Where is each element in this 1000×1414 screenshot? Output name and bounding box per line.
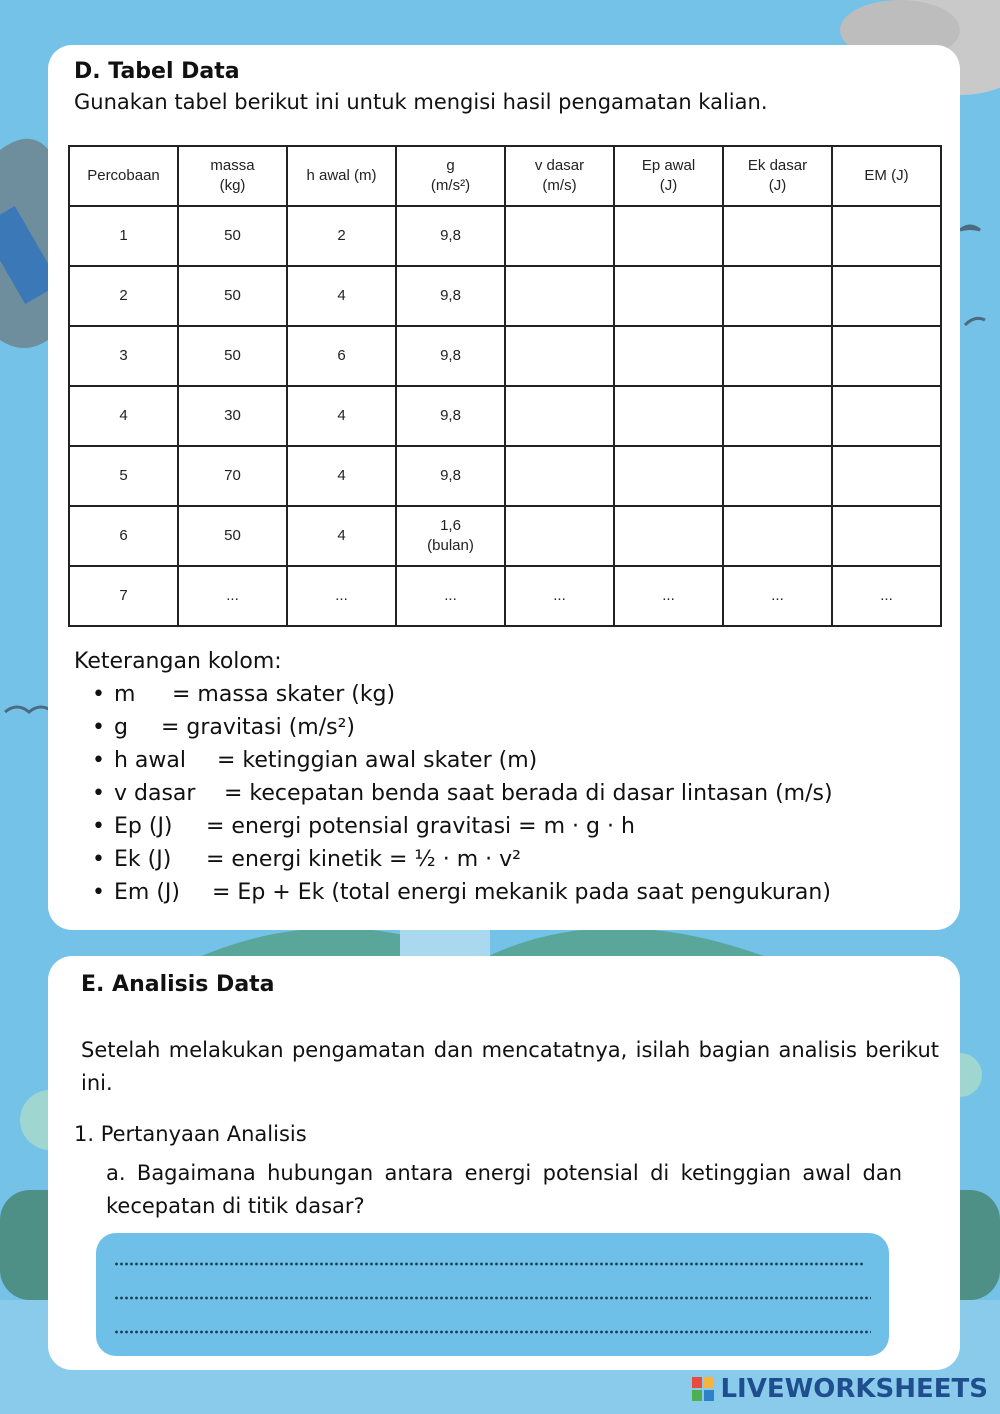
input-cell[interactable] <box>832 386 941 446</box>
table-cell <box>396 266 505 326</box>
table-cell <box>287 326 396 386</box>
legend-definition: = kecepatan benda saat berada di dasar lintasan (m/s) <box>224 781 833 806</box>
cell-text: 50 <box>224 347 241 364</box>
column-header-text: g <box>446 157 455 174</box>
table-cell <box>287 386 396 446</box>
legend-item <box>114 843 833 876</box>
input-cell[interactable] <box>723 326 832 386</box>
cell-text: 5 <box>119 467 128 484</box>
table-cell <box>396 386 505 446</box>
column-header-text: Ep awal <box>641 157 696 174</box>
answer-line-1 <box>114 1262 865 1266</box>
liveworksheets-icon <box>692 1377 714 1401</box>
cell-text: 4 <box>337 287 346 304</box>
legend-definition: = energi potensial gravitasi = m · g · h <box>206 814 635 839</box>
column-header <box>723 146 832 206</box>
column-header <box>614 146 723 206</box>
table-row <box>69 266 941 326</box>
input-cell[interactable] <box>614 326 723 386</box>
table-cell <box>69 566 178 626</box>
table-cell <box>178 326 287 386</box>
legend-item <box>114 744 833 777</box>
observation-table <box>68 145 942 627</box>
cell-text: ... <box>444 587 457 604</box>
cell-text: 50 <box>224 227 241 244</box>
input-cell[interactable] <box>832 446 941 506</box>
cell-text: 9,8 <box>440 347 461 364</box>
cell-text: 50 <box>224 527 241 544</box>
cell-text: ... <box>335 587 348 604</box>
cell-text: 6 <box>119 527 128 544</box>
legend-term: v dasar <box>114 781 196 806</box>
table-cell <box>287 506 396 566</box>
cell-text: 9,8 <box>440 227 461 244</box>
table-cell <box>614 566 723 626</box>
cell-text: 9,8 <box>440 287 461 304</box>
question-group-label: 1. Pertanyaan Analisis <box>74 1122 307 1146</box>
cell-text: 3 <box>119 347 128 364</box>
legend-term: g <box>114 715 128 740</box>
cell-text: ... <box>553 587 566 604</box>
cell-text: 4 <box>119 407 128 424</box>
table-cell <box>287 266 396 326</box>
cell-text: (bulan) <box>427 537 474 554</box>
cell-text: 1,6 <box>440 517 461 534</box>
section-d-title: D. Tabel Data <box>74 59 240 84</box>
legend-title: Keterangan kolom: <box>74 649 282 674</box>
table-cell <box>396 326 505 386</box>
table-cell <box>396 446 505 506</box>
cell-text: 2 <box>337 227 346 244</box>
input-cell[interactable] <box>614 206 723 266</box>
table-cell <box>69 326 178 386</box>
legend-term: m <box>114 682 136 707</box>
legend-definition: = energi kinetik = ½ · m · v² <box>206 847 521 872</box>
cell-text: 70 <box>224 467 241 484</box>
legend-definition: = Ep + Ek (total energi mekanik pada saat pengukuran) <box>212 880 831 905</box>
cell-text: ... <box>226 587 239 604</box>
input-cell[interactable] <box>505 386 614 446</box>
table-cell <box>178 506 287 566</box>
table-cell <box>178 566 287 626</box>
legend-term: Ek (J) <box>114 847 172 872</box>
table-cell <box>396 566 505 626</box>
cell-text: 4 <box>337 407 346 424</box>
legend-definition: = ketinggian awal skater (m) <box>217 748 538 773</box>
input-cell[interactable] <box>723 506 832 566</box>
column-header <box>178 146 287 206</box>
table-row <box>69 446 941 506</box>
table-cell <box>723 566 832 626</box>
input-cell[interactable] <box>832 266 941 326</box>
table-cell <box>69 446 178 506</box>
table-cell <box>69 386 178 446</box>
input-cell[interactable] <box>614 386 723 446</box>
table-cell <box>287 566 396 626</box>
legend-term: h awal <box>114 748 187 773</box>
question-a: a. Bagaimana hubungan antara energi potensial di ketinggian awal dan kecepatan di titik dasar? <box>106 1161 902 1218</box>
table-cell <box>287 446 396 506</box>
column-header-text: (m/s²) <box>430 177 471 194</box>
input-cell[interactable] <box>723 386 832 446</box>
column-legend <box>74 645 833 909</box>
input-cell[interactable] <box>832 206 941 266</box>
legend-list <box>74 678 833 909</box>
column-header-text: Percobaan <box>87 167 160 184</box>
input-cell[interactable] <box>614 266 723 326</box>
table-row <box>69 386 941 446</box>
input-cell[interactable] <box>614 506 723 566</box>
table-row <box>69 206 941 266</box>
section-d-intro: Gunakan tabel berikut ini untuk mengisi hasil pengamatan kalian. <box>74 90 768 114</box>
table-row <box>69 506 941 566</box>
table-cell <box>396 506 505 566</box>
cell-text: 9,8 <box>440 467 461 484</box>
liveworksheets-logo[interactable] <box>692 1372 988 1406</box>
table-row <box>69 566 941 626</box>
table-cell <box>287 206 396 266</box>
table-cell <box>178 386 287 446</box>
column-header-text: (J) <box>659 177 678 194</box>
column-header-text: Ek dasar <box>747 157 808 174</box>
answer-field[interactable] <box>96 1233 889 1356</box>
column-header-text: (kg) <box>219 177 246 194</box>
cell-text: 30 <box>224 407 241 424</box>
column-header-text: EM (J) <box>864 167 909 184</box>
table-cell <box>396 206 505 266</box>
table-cell <box>69 506 178 566</box>
column-header <box>832 146 941 206</box>
table-cell <box>178 266 287 326</box>
input-cell[interactable] <box>723 446 832 506</box>
table-row <box>69 326 941 386</box>
input-cell[interactable] <box>505 506 614 566</box>
table-cell <box>505 566 614 626</box>
cell-text: 7 <box>119 587 128 604</box>
column-header <box>287 146 396 206</box>
cell-text: ... <box>880 587 893 604</box>
brand-name: LIVEWORKSHEETS <box>720 1374 988 1404</box>
cell-text: 9,8 <box>440 407 461 424</box>
legend-definition: = massa skater (kg) <box>172 682 396 707</box>
legend-item <box>114 711 833 744</box>
table-cell <box>69 266 178 326</box>
column-header-text: h awal (m) <box>306 167 377 184</box>
legend-item <box>114 810 833 843</box>
input-cell[interactable] <box>505 206 614 266</box>
input-cell[interactable] <box>614 446 723 506</box>
cell-text: 4 <box>337 527 346 544</box>
column-header-text: massa <box>210 157 255 174</box>
input-cell[interactable] <box>832 326 941 386</box>
answer-line-2 <box>114 1296 871 1300</box>
section-e-title: E. Analisis Data <box>81 972 275 997</box>
cell-text: 1 <box>119 227 128 244</box>
cell-text: 50 <box>224 287 241 304</box>
column-header <box>505 146 614 206</box>
answer-line-3 <box>114 1330 871 1334</box>
legend-term: Ep (J) <box>114 814 173 839</box>
cell-text: 2 <box>119 287 128 304</box>
section-e-intro: Setelah melakukan pengamatan dan mencatatnya, isilah bagian analisis berikut ini. <box>81 1038 939 1095</box>
column-header-text: (m/s) <box>542 177 577 194</box>
cell-text: ... <box>662 587 675 604</box>
column-header-text: (J) <box>768 177 787 194</box>
cell-text: 4 <box>337 467 346 484</box>
input-cell[interactable] <box>832 506 941 566</box>
legend-item <box>114 876 833 909</box>
table-cell <box>69 206 178 266</box>
cell-text: 6 <box>337 347 346 364</box>
legend-item <box>114 678 833 711</box>
column-header <box>69 146 178 206</box>
input-cell[interactable] <box>505 326 614 386</box>
table-cell <box>178 206 287 266</box>
data-table-card <box>48 45 960 930</box>
input-cell[interactable] <box>723 266 832 326</box>
table-cell <box>178 446 287 506</box>
legend-term: Em (J) <box>114 880 180 905</box>
analysis-card <box>48 956 960 1370</box>
input-cell[interactable] <box>505 266 614 326</box>
input-cell[interactable] <box>723 206 832 266</box>
legend-definition: = gravitasi (m/s²) <box>161 715 356 740</box>
table-cell <box>832 566 941 626</box>
column-header-text: v dasar <box>534 157 585 174</box>
legend-item <box>114 777 833 810</box>
input-cell[interactable] <box>505 446 614 506</box>
column-header <box>396 146 505 206</box>
cell-text: ... <box>771 587 784 604</box>
